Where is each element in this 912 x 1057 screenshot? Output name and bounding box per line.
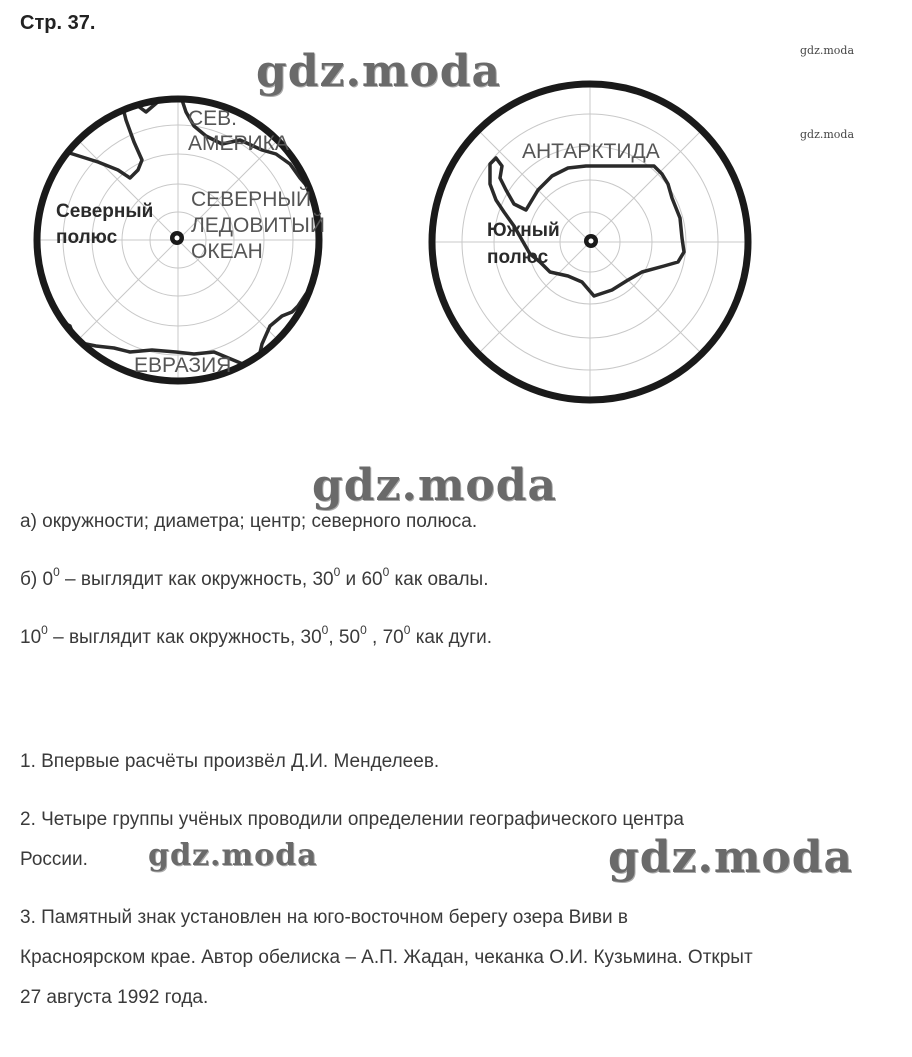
label-arctic-ocean-line1: СЕВЕРНЫЙ <box>191 188 312 211</box>
north-pole-map <box>36 94 325 382</box>
south-pole-label-line2: полюс <box>487 247 549 268</box>
label-eurasia: ЕВРАЗИЯ <box>134 354 232 377</box>
label-north-america-line1: СЕВ. <box>188 107 238 130</box>
south-pole-label-line1: Южный <box>487 220 560 241</box>
watermark-top: gdz.moda <box>256 46 502 97</box>
north-pole-label-line2: полюс <box>56 227 118 248</box>
north-pole-label-line1: Северный <box>56 201 154 222</box>
label-antarctica: АНТАРКТИДА <box>522 140 660 163</box>
watermark-bottom-right: gdz.moda <box>608 832 854 883</box>
answer-1: 1. Впервые расчёты произвёл Д.И. Менделеев. <box>20 751 440 772</box>
answer-3-line2: Красноярском крае. Автор обелиска – А.П. Жадан, чеканка О.И. Кузьмина. Открыт <box>20 947 753 968</box>
page-number: Стр. 37. <box>20 12 96 34</box>
watermark-small-2: gdz.moda <box>800 128 855 141</box>
answer-a: а) окружности; диаметра; центр; северного полюса. <box>20 511 478 532</box>
answer-b: б) $0^0$ – выглядит как окружность, $30^0$ и $60^0$ как овалы. <box>20 565 489 590</box>
label-north-america-line2: АМЕРИКА <box>188 132 289 155</box>
answer-3-line3: 27 августа 1992 года. <box>20 987 209 1008</box>
label-arctic-ocean-line2: ЛЕДОВИТЫЙ <box>191 214 325 237</box>
answer-2-line2: России. <box>20 849 88 870</box>
watermark-bottom-left: gdz.moda <box>148 838 318 873</box>
south-pole-map <box>432 84 748 400</box>
watermark-middle: gdz.moda <box>312 460 558 511</box>
answer-3-line1: 3. Памятный знак установлен на юго-восточном берегу озера Виви в <box>20 907 628 928</box>
watermark-small-1: gdz.moda <box>800 44 855 57</box>
answer-c: $10^0$ – выглядит как окружность, $30^0$, $50^0$ , $70^0$ как дуги. <box>20 623 492 648</box>
label-arctic-ocean-line3: ОКЕАН <box>191 240 263 263</box>
answer-2-line1: 2. Четыре группы учёных проводили определении географического центра <box>20 809 684 830</box>
